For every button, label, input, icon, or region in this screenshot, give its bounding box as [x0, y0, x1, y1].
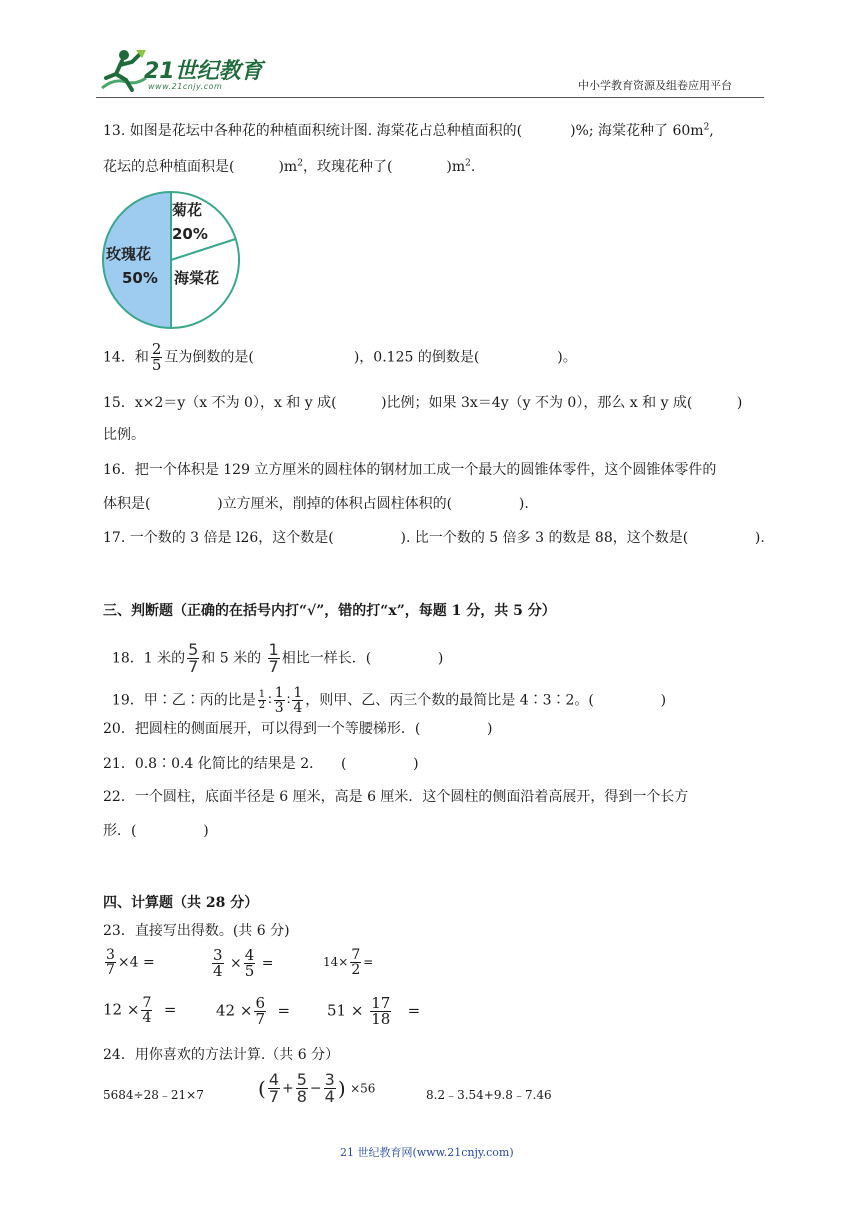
fraction-2-5: $\frac{2}{5}$ [151, 340, 162, 374]
fraction: $\frac{4}{7}$ [268, 1070, 279, 1106]
fraction-1-4: $\frac{1}{4}$ [293, 685, 303, 716]
question-19: 19．甲∶乙∶丙的比是 $\frac{1}{2}$ ∶ $\frac{1}{3}$ ∶ $\frac{1}{4}$ ，则甲、乙、丙三个数的最简比是 4∶3∶2。( ) [111, 685, 667, 716]
pie-value-chrysanthemum: 20% [172, 225, 208, 243]
site-logo [96, 48, 266, 98]
question-15-line-1: 15．x×2＝y（x 不为 0），x 和 y 成( )比例；如果 3x＝4y（y 不为 0），那么 x 和 y 成( ) [103, 395, 743, 411]
fraction: $\frac{3}{4}$ [213, 946, 223, 980]
fraction: $\frac{7}{4}$ [142, 995, 152, 1026]
header-divider [96, 97, 764, 98]
question-22-line-2: 形．( ) [103, 823, 209, 839]
q24-expr-1: 5684÷28﹣21×7 [103, 1088, 204, 1102]
logo-sub-text: www.21cnjy.com [148, 82, 223, 91]
section-4-title: 四、计算题（共 28 分） [103, 895, 259, 911]
logo-main-text: 21世纪教育 [144, 59, 263, 84]
question-21: 21．0.8∶0.4 化简比的结果是 2． ( ) [103, 756, 419, 772]
q24-expr-2: ( $\frac{4}{7}$ + $\frac{5}{8}$ − $\frac{3}{4}$ ) ×56 [258, 1070, 376, 1106]
pie-label-begonia: 海棠花 [174, 269, 220, 287]
flower-area-pie-chart [100, 189, 242, 331]
question-18: 18．1 米的 $\frac{5}{7}$ 和 5 米的 $\frac{1}{7}$ 相比一样长．( ) [111, 640, 444, 676]
question-24-title: 24．用你喜欢的方法计算.（共 6 分） [103, 1047, 340, 1063]
fraction: $\frac{4}{5}$ [244, 946, 255, 980]
section-3-title: 三、判断题（正确的在括号内打“√”，错的打“x”，每题 1 分，共 5 分） [103, 603, 556, 619]
question-20: 20．把圆柱的侧面展开，可以得到一个等腰梯形．( ) [103, 721, 493, 737]
q24-expr-3: 8.2﹣3.54+9.8﹣7.46 [426, 1088, 552, 1102]
fraction: $\frac{3}{4}$ [324, 1070, 335, 1106]
question-13-line-2: 花坛的总种植面积是( )$m^2$，玫瑰花种了( )$m^2$. [103, 158, 476, 175]
fraction-1-7: $\frac{1}{7}$ [268, 640, 279, 676]
pie-label-chrysanthemum: 菊花 [172, 201, 203, 219]
q23-expr-6: 51 × $\frac{17}{18}$ = [327, 994, 421, 1028]
pie-value-rose: 50% [122, 269, 158, 287]
q23-expr-4: 12 × $\frac{7}{4}$ = [103, 995, 177, 1026]
q23-expr-1: $\frac{3}{7}$ ×4 = [106, 947, 155, 978]
fraction: $\frac{7}{2}$ [351, 947, 361, 978]
q23-expr-5: 42 × $\frac{6}{7}$ = [216, 994, 291, 1028]
question-13-line-1: 13. 如图是花坛中各种花的种植面积统计图. 海棠花占总种植面积的( )%; 海棠花种了 $60m^2$, [103, 122, 714, 139]
question-16-line-1: 16．把一个体积是 129 立方厘米的圆柱体的钢材加工成一个最大的圆锥体零件，这个圆锥体零件的 [103, 462, 717, 478]
question-23-title: 23．直接写出得数。(共 6 分) [103, 923, 290, 939]
fraction-1-2: $\frac{1}{2}$ [258, 689, 266, 711]
pie-label-rose: 玫瑰花 [106, 245, 152, 263]
question-22-line-1: 22．一个圆柱，底面半径是 6 厘米，高是 6 厘米．这个圆柱的侧面沿着高展开，得到一个长方 [103, 789, 689, 805]
fraction: $\frac{3}{7}$ [106, 947, 115, 978]
fraction: $\frac{6}{7}$ [255, 994, 265, 1028]
footer-text: 21 世纪教育网(www.21cnjy.com) [340, 1146, 514, 1159]
question-14: 14．和 $\frac{2}{5}$ 互为倒数的是( )，0.125 的倒数是( )。 [103, 340, 577, 374]
fraction: $\frac{17}{18}$ [371, 994, 391, 1028]
q23-expr-3: 14× $\frac{7}{2}$ = [323, 947, 374, 978]
q23-expr-2: $\frac{3}{4}$ × $\frac{4}{5}$ = [213, 946, 274, 980]
fraction-1-3: $\frac{1}{3}$ [274, 685, 284, 716]
question-16-line-2: 体积是( )立方厘米，削掉的体积占圆柱体积的( ). [103, 496, 529, 512]
fraction: $\frac{5}{8}$ [296, 1070, 307, 1106]
runner-logo-icon [96, 48, 148, 92]
fraction-5-7: $\frac{5}{7}$ [188, 640, 199, 676]
question-15-line-2: 比例。 [103, 427, 145, 443]
question-17: 17. 一个数的 3 倍是 l26，这个数是( ). 比一个数的 5 倍多 3 的数是 88，这个数是( ). [103, 530, 765, 546]
header-platform-text: 中小学教育资源及组卷应用平台 [578, 79, 732, 92]
